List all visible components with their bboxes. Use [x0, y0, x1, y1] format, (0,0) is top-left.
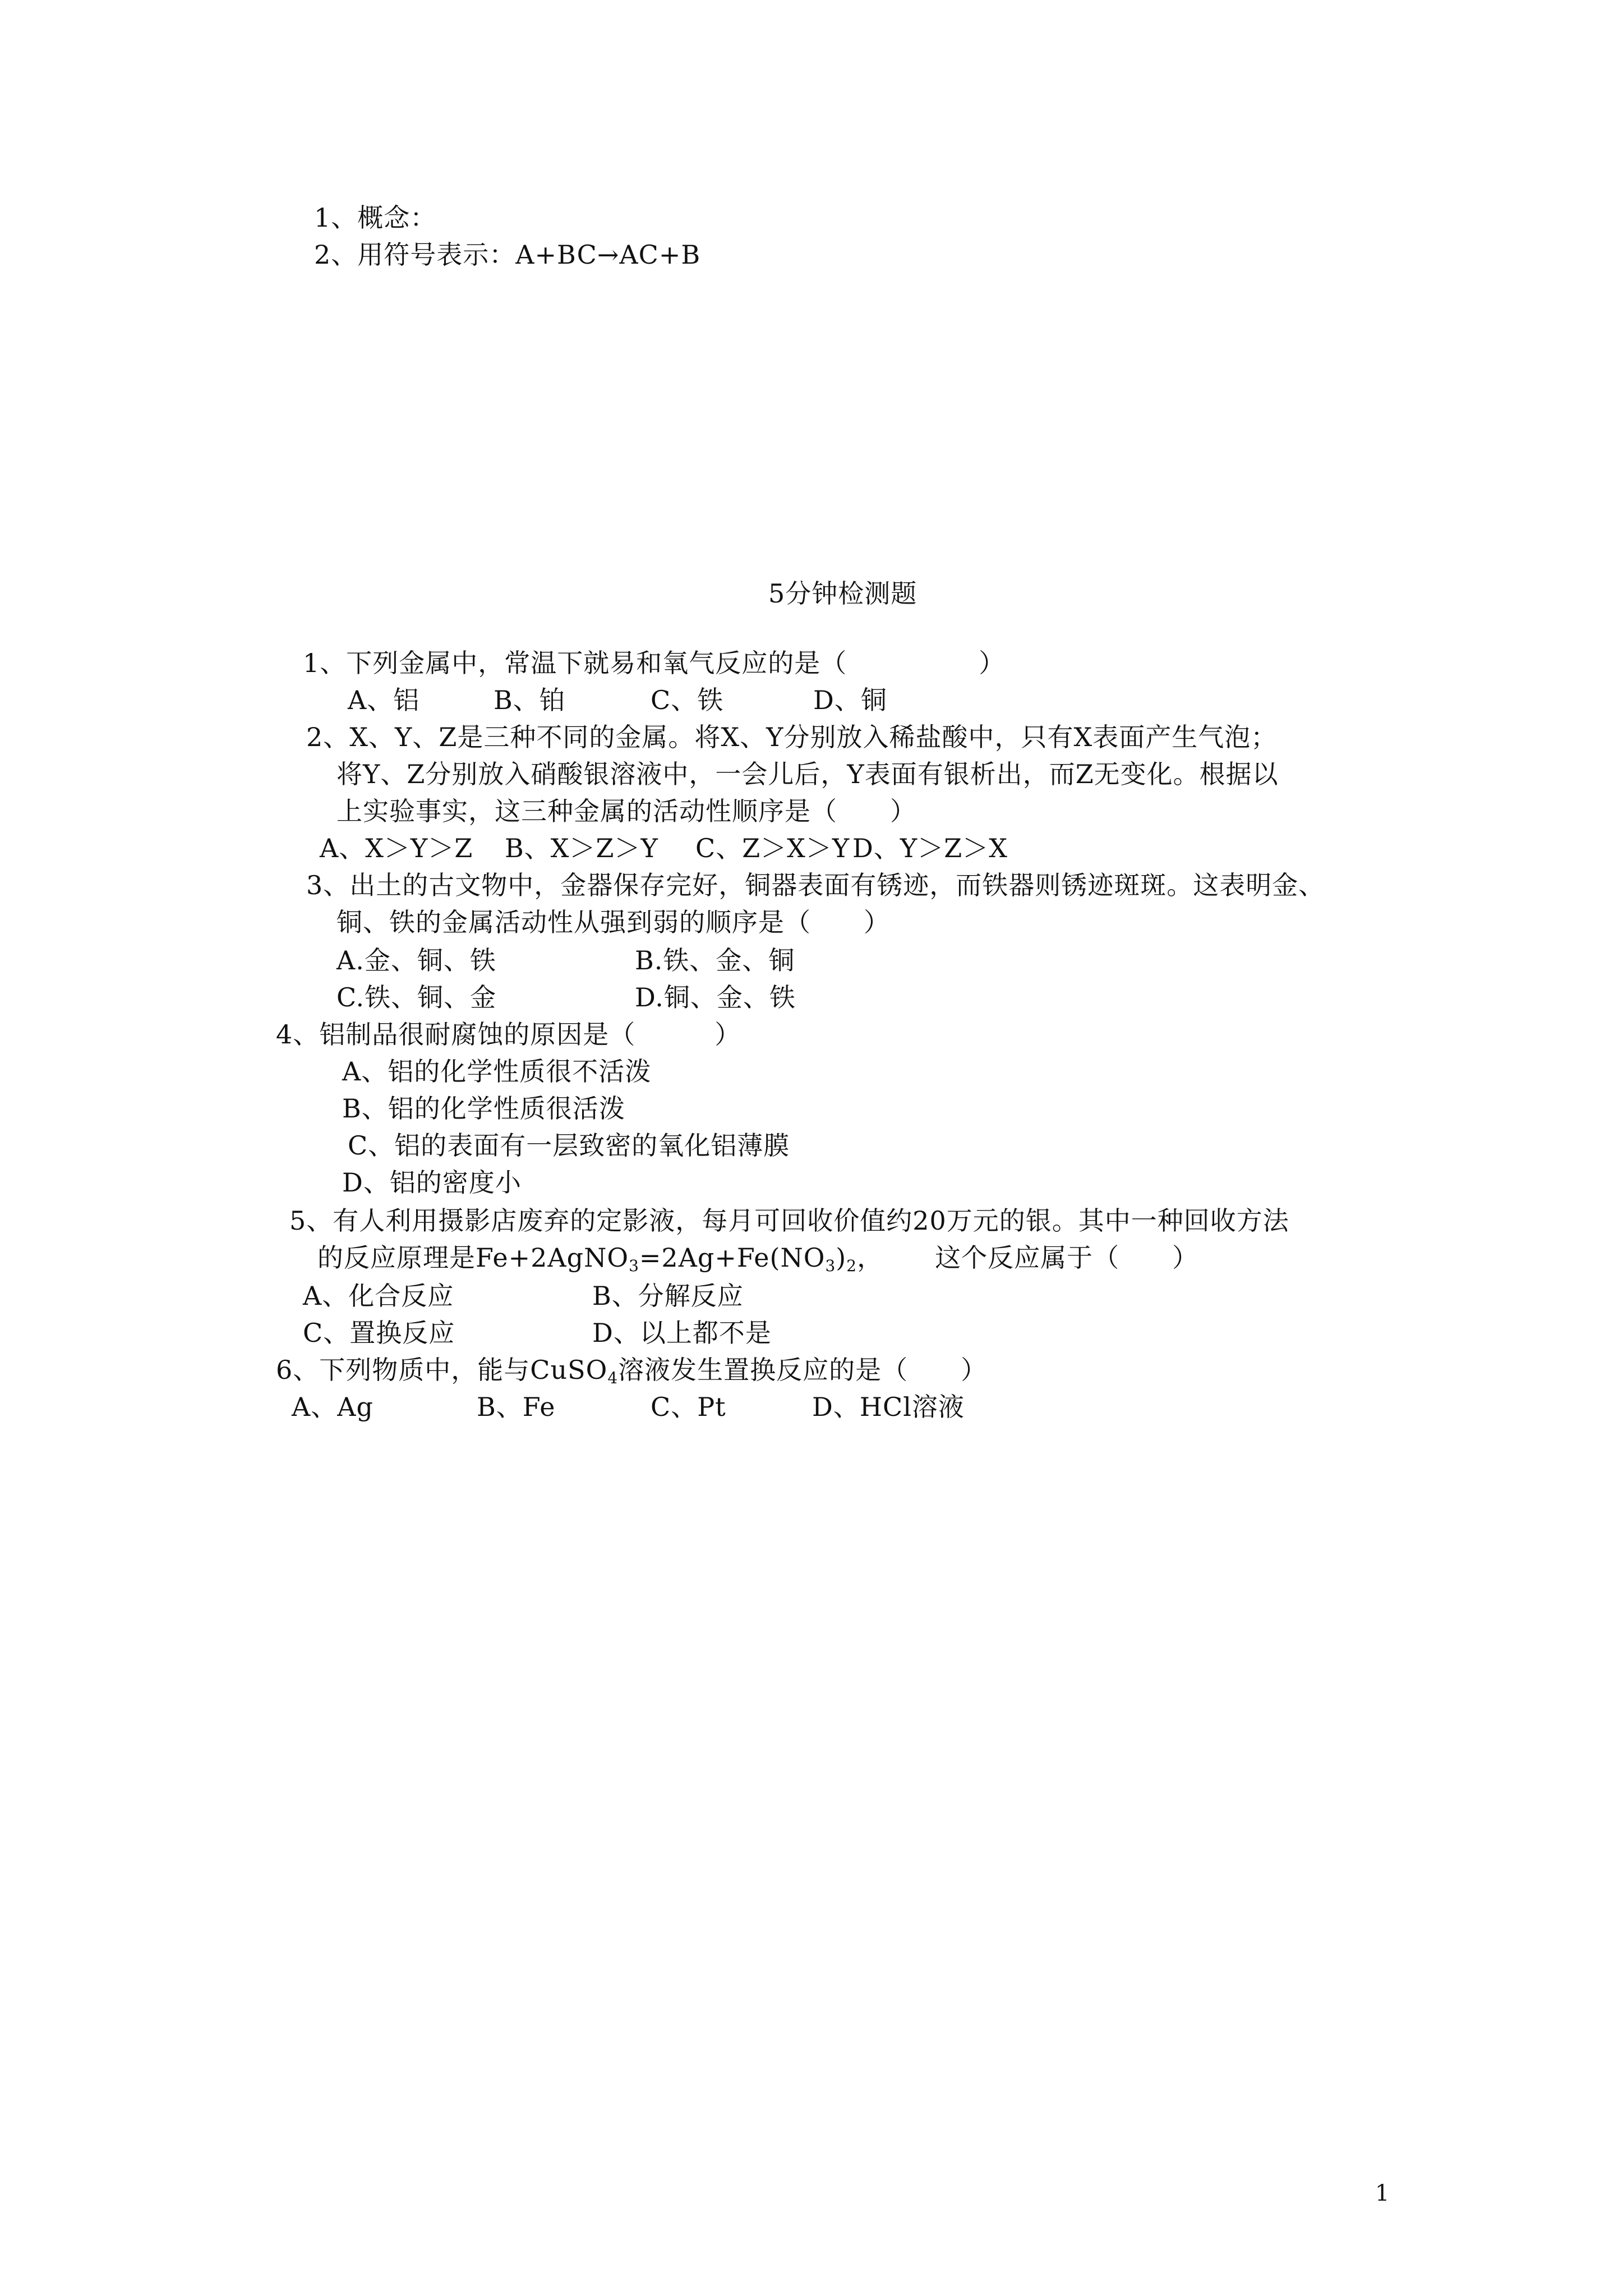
q3-option-c: C.铁、铜、金 — [336, 982, 497, 1013]
q3-option-a: A.金、铜、铁 — [336, 945, 496, 976]
q2-line-3: 上实验事实，这三种金属的活动性顺序是（ ） — [336, 796, 916, 826]
q4-stem: 4、铝制品很耐腐蚀的原因是（ ） — [276, 1019, 741, 1050]
q5-line-2 — [317, 1241, 1198, 1274]
q6-option-b: B、Fe — [477, 1392, 556, 1422]
q3-line-1: 3、出土的古文物中，金器保存完好，铜器表面有锈迹，而铁器则锈迹斑斑。这表明金、 — [306, 870, 1325, 900]
q6-option-d: D、HCl溶液 — [812, 1392, 965, 1422]
q4-option-a: A、铝的化学性质很不活泼 — [342, 1056, 652, 1087]
q5-option-d: D、以上都不是 — [592, 1318, 772, 1348]
q6-option-c: C、Pt — [651, 1392, 726, 1422]
page-number: 1 — [1375, 2180, 1390, 2206]
q2-line-2: 将Y、Z分别放入硝酸银溶液中，一会儿后，Y表面有银析出，而Z无变化。根据以 — [336, 759, 1279, 789]
q4-option-b: B、铝的化学性质很活泼 — [342, 1093, 625, 1124]
q5-option-c: C、置换反应 — [303, 1318, 455, 1348]
q2-line-1: 2、X、Y、Z是三种不同的金属。将X、Y分别放入稀盐酸中，只有X表面产生气泡； — [306, 722, 1278, 752]
q3-line-2: 铜、铁的金属活动性从强到弱的顺序是（ ） — [336, 907, 890, 937]
q5-equation: $Fe+2AgNO_3=2Ag+Fe(NO_3)_2$， — [476, 1243, 884, 1275]
q3-option-d: D.铜、金、铁 — [635, 982, 796, 1013]
q4-option-c: C、铝的表面有一层致密的氧化铝薄膜 — [348, 1130, 790, 1161]
q5-line-2-prefix: 的反应原理是 — [317, 1243, 476, 1273]
q6-stem: 6、下列物质中，能与CuSO$_4$溶液发生置换反应的是（ ） — [276, 1355, 988, 1387]
q5-line-2-suffix: 这个反应属于（ ） — [935, 1243, 1199, 1273]
q3-option-b: B.铁、金、铜 — [635, 945, 795, 976]
intro-symbol: 2、用符号表示：A+BC→AC+B — [314, 240, 701, 270]
q2-option-a: A、X＞Y＞Z — [320, 833, 473, 863]
intro-concept: 1、概念： — [314, 203, 437, 233]
q4-option-d: D、铝的密度小 — [342, 1167, 522, 1198]
q1-stem: 1、下列金属中，常温下就易和氧气反应的是（ ） — [303, 648, 1006, 678]
q5-option-a: A、化合反应 — [303, 1281, 454, 1311]
q2-option-b: B、X＞Z＞Y — [505, 833, 658, 863]
q1-option-c: C、铁 — [651, 685, 724, 715]
q2-option-d: D、Y＞Z＞X — [852, 833, 1008, 863]
q5-line-1: 5、有人利用摄影店废弃的定影液，每月可回收价值约20万元的银。其中一种回收方法 — [289, 1205, 1289, 1236]
q1-option-a: A、铝 — [348, 685, 420, 715]
q6-option-a: A、Ag — [292, 1392, 374, 1422]
q2-option-c: C、Z＞X＞Y — [695, 833, 850, 863]
section-title: 5分钟检测题 — [768, 578, 917, 609]
q1-option-d: D、铜 — [813, 685, 887, 715]
q1-option-b: B、铂 — [494, 685, 566, 715]
q5-option-b: B、分解反应 — [592, 1281, 744, 1311]
